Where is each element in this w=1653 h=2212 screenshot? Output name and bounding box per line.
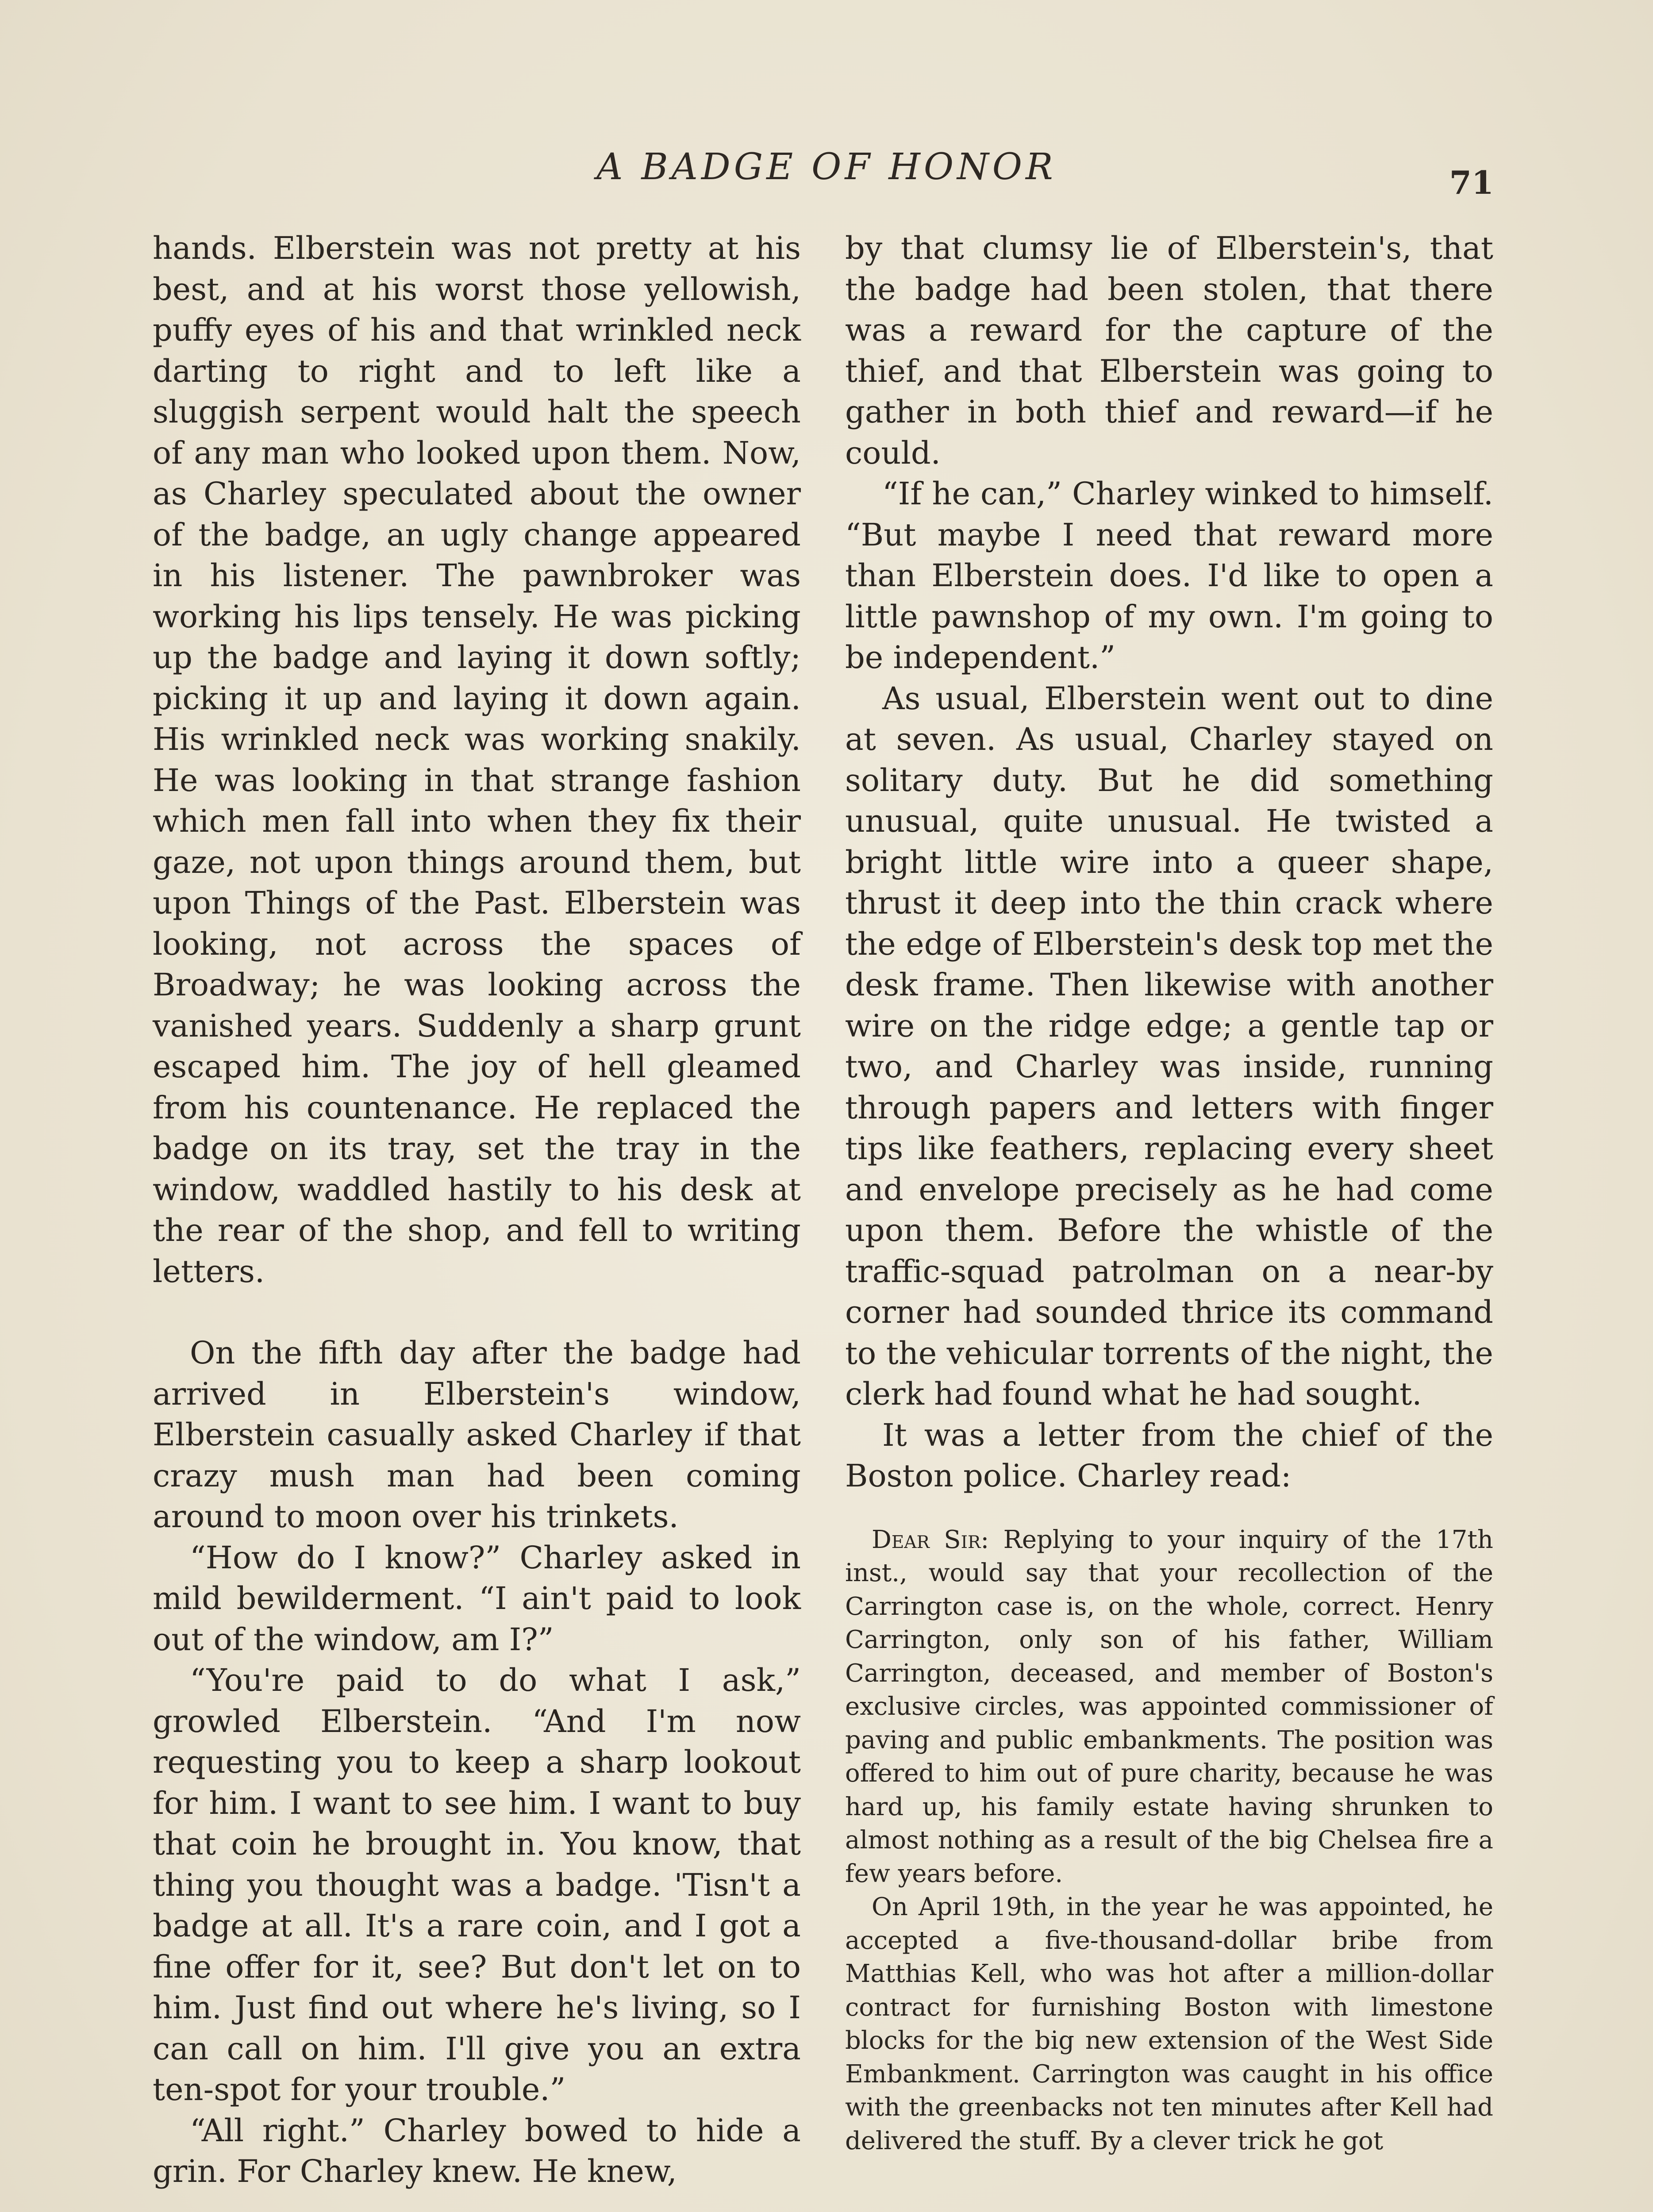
paragraph: On the fifth day after the badge had arrived in Elberstein's window, Elberstein casually asked Charley if that crazy mush man had been coming around to moon over his trinkets.: [153, 1335, 801, 1535]
quoted-letter: [845, 1523, 1493, 2158]
letter-salutation: Dear Sir:: [872, 1525, 989, 1554]
paragraph: “If he can,” Charley winked to himself. “But maybe I need that reward more than Elberstein does. I'd like to open a little pawnshop of my own. I'm going to be independent.”: [845, 476, 1493, 676]
letter-paragraph: On April 19th, in the year he was appointed, he accepted a five-thousand-dollar bribe from Matthias Kell, who was hot after a million-dollar contract for furnishing Boston with limestone blocks for the big new extension of the West Side Embankment. Carrington was caught in his office with the greenbacks not ten minutes after Kell had delivered the stuff. By a clever trick he got: [845, 1893, 1493, 2155]
letter-paragraph: [845, 1523, 1493, 1891]
paragraph: by that clumsy lie of Elberstein's, that the badge had been stolen, that there was a reward for the capture of the thief, and that Elberstein was going to gather in both thief and reward—if he could.: [845, 230, 1493, 471]
page-number: 71: [1449, 164, 1494, 201]
paragraph: As usual, Elberstein went out to dine at seven. As usual, Charley stayed on solitary duty. But he did something unusual, quite unusual. He twisted a bright little wire into a queer shape, thrust it deep into the thin crack where the edge of Elberstein's desk top met the desk frame. Then likewise with another wire on the ridge edge; a gentle tap or two, and Charley was inside, running through papers and letters with finger tips like feathers, replacing every sheet and envelope precisely as he had come upon them. Before the whistle of the traffic-squad patrolman on a near-by corner had sounded thrice its command to the vehicular torrents of the night, the clerk had found what he had sought.: [845, 680, 1493, 1412]
paragraph: “How do I know?” Charley asked in mild bewilderment. “I ain't paid to look out of the window, am I?”: [153, 1539, 801, 1658]
running-head: A BADGE OF HONOR: [596, 146, 1057, 188]
paragraph: It was a letter from the chief of the Boston police. Charley read:: [845, 1417, 1493, 1494]
paragraph: “You're paid to do what I ask,” growled Elberstein. “And I'm now requesting you to keep a sharp lookout for him. I want to see him. I want to buy that coin he brought in. You know, that thing you thought was a badge. 'Tisn't a badge at all. It's a rare coin, and I got a fine offer for it, see? But don't let on to him. Just find out where he's living, so I can call on him. I'll give you an extra ten-spot for your trouble.”: [153, 1662, 801, 2108]
paragraph: “All right.” Charley bowed to hide a grin. For Charley knew. He knew,: [153, 2112, 801, 2189]
paragraph: hands. Elberstein was not pretty at his best, and at his worst those yellowish, puffy eyes of his and that wrinkled neck darting to right and to left like a sluggish serpent would halt the speech of any man who looked upon them. Now, as Charley speculated about the owner of the badge, an ugly change appeared in his listener. The pawnbroker was working his lips tensely. He was picking up the badge and laying it down softly; picking it up and laying it down again. His wrinkled neck was working snakily. He was looking in that strange fashion which men fall into when they fix their gaze, not upon things around them, but upon Things of the Past. Elberstein was looking, not across the spaces of Broadway; he was looking across the vanished years. Suddenly a sharp grunt escaped him. The joy of hell gleamed from his countenance. He replaced the badge on its tray, set the tray in the window, waddled hastily to his desk at the rear of the shop, and fell to writing letters.: [153, 230, 801, 1290]
left-column: [153, 228, 801, 2192]
right-column: [845, 228, 1493, 2158]
letter-text: Replying to your inquiry of the 17th inst., would say that your recollection of the Carrington case is, on the whole, correct. Henry Carrington, only son of his father, William Carrington, deceased, and member of Boston's exclusive circles, was appointed commissioner of paving and public embankments. The position was offered to him out of pure charity, because he was hard up, his family estate having shrunken to almost nothing as a result of the big Chelsea fire a few years before.: [845, 1525, 1493, 1888]
